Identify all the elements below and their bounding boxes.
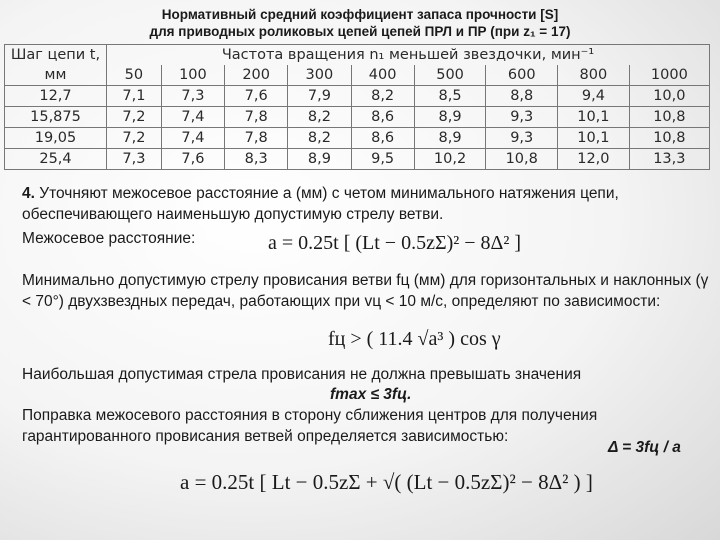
- title-line-1: Нормативный средний коэффициент запаса прочности [S]: [161, 7, 559, 22]
- speed-cell: 200: [225, 65, 288, 86]
- value-cell: 9,4: [558, 86, 630, 107]
- paragraph-correction: Поправка межосевого расстояния в сторону сближения центров для получения гарантированного провисания ветвей определяется зависимостью:: [22, 407, 598, 445]
- value-cell: 7,3: [161, 86, 224, 107]
- speed-cell: 50: [107, 65, 162, 86]
- value-cell: 7,9: [288, 86, 351, 107]
- value-cell: 7,6: [161, 149, 224, 170]
- value-cell: 10,8: [629, 128, 709, 149]
- formula-correction: Δ = 3fц / a: [608, 439, 681, 456]
- table-row: [5, 149, 710, 170]
- value-cell: 7,3: [107, 149, 162, 170]
- value-cell: 7,4: [161, 107, 224, 128]
- value-cell: 8,6: [351, 128, 414, 149]
- value-cell: 10,8: [486, 149, 558, 170]
- value-cell: 7,1: [107, 86, 162, 107]
- value-cell: 7,8: [225, 107, 288, 128]
- speed-cell: 100: [161, 65, 224, 86]
- value-cell: 8,3: [225, 149, 288, 170]
- table-speed-row: [5, 65, 710, 86]
- value-cell: 7,4: [161, 128, 224, 149]
- formula-final: a = 0.25t [ Lt − 0.5zΣ + √( (Lt − 0.5zΣ)² − 8Δ² ) ]: [180, 470, 593, 494]
- value-cell: 10,1: [558, 107, 630, 128]
- value-cell: 8,2: [351, 86, 414, 107]
- pitch-header: Шаг цепи t,: [5, 45, 107, 66]
- speed-cell: 600: [486, 65, 558, 86]
- value-cell: 10,8: [629, 107, 709, 128]
- safety-factor-table: [4, 44, 710, 170]
- pitch-cell: 12,7: [5, 86, 107, 107]
- value-cell: 7,8: [225, 128, 288, 149]
- value-cell: 9,3: [486, 107, 558, 128]
- paragraph-4: 4. Уточняют межосевое расстояние a (мм) с четом минимального натяжения цепи, обеспечивающего наименьшую допустимую стрелу ветви.: [22, 185, 619, 223]
- pitch-cell: 25,4: [5, 149, 107, 170]
- value-cell: 8,2: [288, 128, 351, 149]
- value-cell: 8,9: [414, 128, 486, 149]
- value-cell: 9,3: [486, 128, 558, 149]
- value-cell: 7,6: [225, 86, 288, 107]
- value-cell: 13,3: [629, 149, 709, 170]
- table-row: [5, 107, 710, 128]
- value-cell: 10,2: [414, 149, 486, 170]
- speed-cell: 300: [288, 65, 351, 86]
- value-cell: 8,6: [351, 107, 414, 128]
- value-cell: 8,2: [288, 107, 351, 128]
- pitch-unit: мм: [5, 65, 107, 86]
- value-cell: 8,5: [414, 86, 486, 107]
- paragraph-sag: Минимально допустимую стрелу провисания ветви fц (мм) для горизонтальных и наклонных (γ < 70°) двухзвездных передач, работающих при vц < 10 м/с, определяют по зависимости:: [22, 272, 709, 310]
- paragraph-max-sag: Наибольшая допустимая стрела провисания не должна превышать значения: [22, 366, 582, 383]
- value-cell: 10,1: [558, 128, 630, 149]
- value-cell: 8,9: [288, 149, 351, 170]
- speed-cell: 500: [414, 65, 486, 86]
- formula-max-sag: fmax ≤ 3fц.: [330, 386, 412, 403]
- value-cell: 10,0: [629, 86, 709, 107]
- frequency-header: Частота вращения n₁ меньшей звездочки, мин⁻¹: [107, 45, 710, 66]
- distance-label: Межосевое расстояние:: [22, 230, 196, 247]
- speed-cell: 400: [351, 65, 414, 86]
- table-row: [5, 128, 710, 149]
- value-cell: 8,8: [486, 86, 558, 107]
- value-cell: 12,0: [558, 149, 630, 170]
- title-line-2: для приводных роликовых цепей цепей ПРЛ и ПР (при z₁ = 17): [149, 24, 571, 39]
- value-cell: 8,9: [414, 107, 486, 128]
- speed-cell: 1000: [629, 65, 709, 86]
- value-cell: 7,2: [107, 128, 162, 149]
- formula-distance: a = 0.25t [ (Lt − 0.5zΣ)² − 8Δ² ]: [268, 232, 522, 254]
- pitch-cell: 15,875: [5, 107, 107, 128]
- value-cell: 7,2: [107, 107, 162, 128]
- speed-cell: 800: [558, 65, 630, 86]
- pitch-cell: 19,05: [5, 128, 107, 149]
- value-cell: 9,5: [351, 149, 414, 170]
- table-row: [5, 86, 710, 107]
- formula-sag: fц > ( 11.4 √a³ ) cos γ: [328, 328, 501, 350]
- table-header-row: [5, 45, 710, 66]
